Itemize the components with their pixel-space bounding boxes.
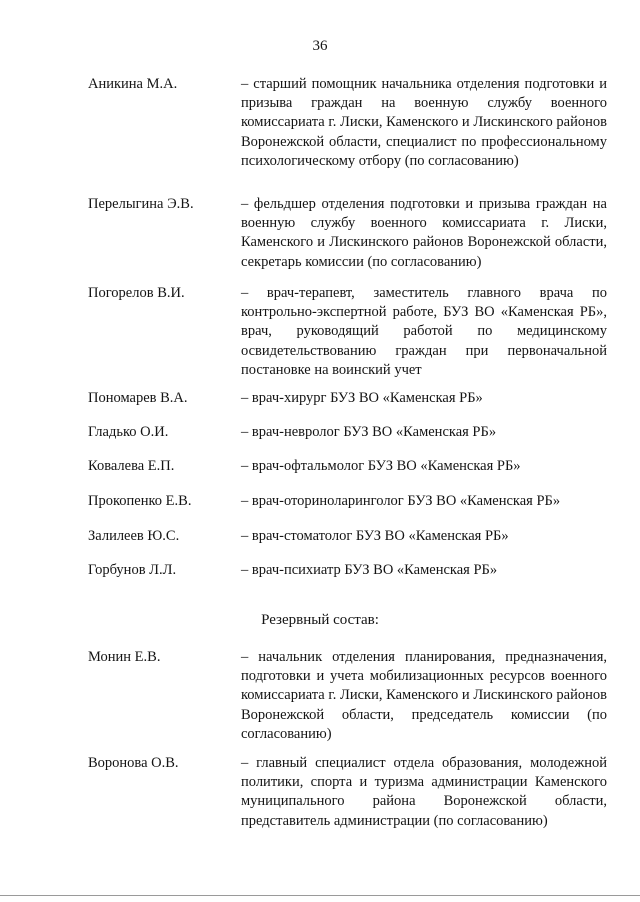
member-description: – старший помощник начальника отделения подготовки и призыва граждан на военную службу военного комиссариата г. Лиски, Каменского и Лискинского районов Воронежской области, специалист по профессиональному психологическому отбору (по согласованию)	[241, 76, 607, 169]
member-description: – начальник отделения планирования, предназначения, подготовки и учета мобилизационных ресурсов военного комиссариата г. Лиски, Каменского и Лискинского районов Воронежской области, председатель комиссии (по согласованию)	[241, 649, 607, 742]
member-name: Пономарев В.А.	[88, 390, 188, 406]
member-name: Воронова О.В.	[88, 755, 179, 771]
member-name: Гладько О.И.	[88, 424, 169, 440]
bottom-divider	[0, 895, 640, 896]
member-description: – врач-невролог БУЗ ВО «Каменская РБ»	[241, 424, 497, 440]
member-description: – врач-офтальмолог БУЗ ВО «Каменская РБ»	[241, 458, 521, 474]
member-description: – главный специалист отдела образования, молодежной политики, спорта и туризма администрации Каменского муниципального района Воронежской области, представитель администрации (по согласованию)	[241, 755, 607, 829]
page-number: 36	[312, 38, 328, 54]
member-name: Монин Е.В.	[88, 649, 161, 665]
member-name: Ковалева Е.П.	[88, 458, 175, 474]
member-description: – врач-стоматолог БУЗ ВО «Каменская РБ»	[241, 528, 509, 544]
member-description: – врач-оториноларинголог БУЗ ВО «Каменская РБ»	[241, 493, 561, 509]
member-description: – врач-психиатр БУЗ ВО «Каменская РБ»	[241, 562, 498, 578]
member-description: – врач-терапевт, заместитель главного врача по контрольно-экспертной работе, БУЗ ВО «Каменская РБ», врач, руководящий работой по медицинскому освидетельствованию граждан при первоначальной постановке на воинский учет	[241, 285, 607, 378]
member-name: Погорелов В.И.	[88, 285, 185, 301]
member-description: – фельдшер отделения подготовки и призыва граждан на военную службу военного комиссариата г. Лиски, Каменского и Лискинского районов Воронежской области, секретарь комиссии (по согласованию)	[241, 196, 607, 270]
member-name: Прокопенко Е.В.	[88, 493, 192, 509]
reserve-heading: Резервный состав:	[261, 612, 379, 628]
member-name: Горбунов Л.Л.	[88, 562, 177, 578]
member-name: Перелыгина Э.В.	[88, 196, 194, 212]
member-name: Аникина М.А.	[88, 76, 178, 92]
member-name: Залилеев Ю.С.	[88, 528, 180, 544]
member-description: – врач-хирург БУЗ ВО «Каменская РБ»	[241, 390, 483, 406]
